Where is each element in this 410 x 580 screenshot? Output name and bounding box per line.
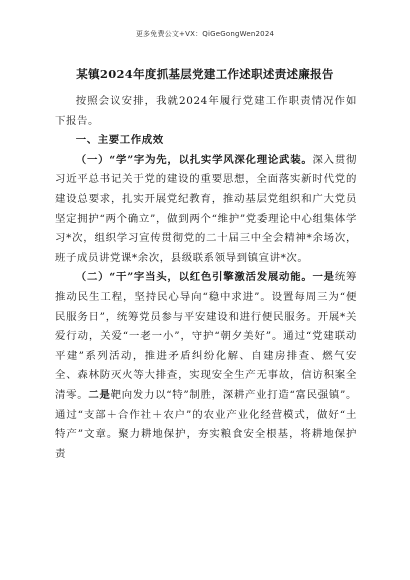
document-body bbox=[55, 92, 357, 464]
document-title: 某镇2024年度抓基层党建工作述职述责述廉报告 bbox=[76, 67, 334, 81]
header-note: 更多免费公文+VX：QiGeGongWen2024 bbox=[135, 30, 275, 38]
paragraph-1 bbox=[55, 151, 357, 269]
paragraph-2-text-b: 靶向发力以“特”制胜，深耕产业打造“富民强镇”。通过“支部＋合作社＋农户”的农业产业化经营模式，做好“土特产”文章。聚力耕地保护，夯实粮食安全根基，将耕地保护责 bbox=[55, 388, 357, 460]
paragraph-1-text: 深入贯彻习近平总书记关于党的建设的重要思想，全面落实新时代党的建设总要求，扎实开展党纪教育，推动基层党组织和广大党员坚定拥护“两个确立”，做到两个“维护”党委理论中心组集体学习*次，组织学习宣传贯彻党的二十届三中全会精神*余场次，班子成员讲党课*余次，县级联系领导到镇宣讲*次。 bbox=[55, 153, 357, 264]
lead-1: 一是 bbox=[312, 271, 335, 284]
paragraph-2 bbox=[55, 268, 357, 464]
section-heading: 一、主要工作成效 bbox=[75, 134, 164, 147]
paragraph-2-text-a: 统筹推动民生工程，坚持民心导向“稳中求进”。设置每周三为“便民服务日”，统筹党员参与平安建设和进行便民服务。开展*关爱行动，关爱“一老一小”，守护“朝夕美好”。通过“党建联动平建”系列活动，推进矛盾纠纷化解、自建房排查、燃气安全、森林防灭火等大排查，实现安全生产无事故，信访积案全清零。 bbox=[55, 271, 357, 401]
intro-paragraph: 按照会议安排，我就2024年履行党建工作职责情况作如下报告。 bbox=[55, 95, 357, 127]
subheading-1: （一）“学”字为先，以扎实学风深化理论武装。 bbox=[75, 153, 313, 166]
lead-2: 二是 bbox=[88, 388, 111, 401]
subheading-2: （二）“干”字当头，以红色引擎激活发展动能。 bbox=[75, 271, 313, 284]
